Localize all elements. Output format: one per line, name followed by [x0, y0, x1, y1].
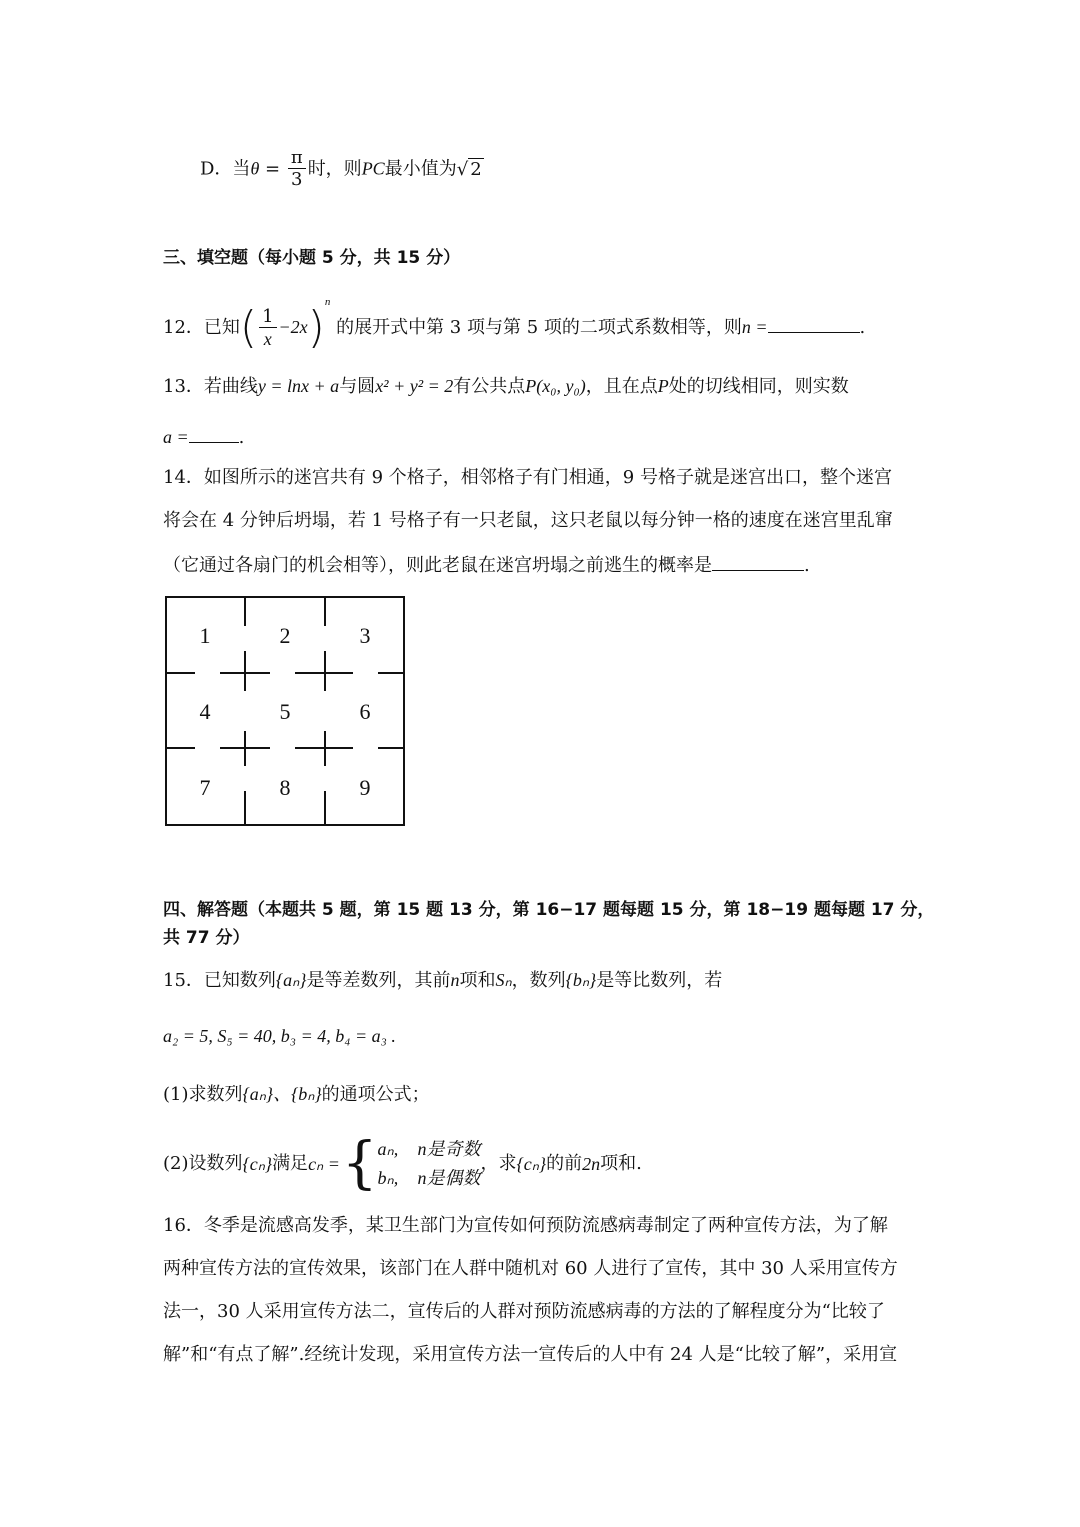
- maze-cell-3: 3: [359, 623, 371, 648]
- question-15-conditions: a₂ = 5, S₅ = 40, b₃ = 4, b₄ = a₃ .: [163, 1026, 396, 1046]
- question-16-line-3: 法一，30 人采用宣传方法二，宣传后的人群对预防流感病毒的方法的了解程度分为“比较了: [163, 1301, 885, 1322]
- question-15-part-2: (2)设数列 {cₙ} 满足 cₙ = { aₙ, n是奇数 bₙ, n是偶数 ，求 {cₙ} 的前 2n 项和.: [163, 1131, 642, 1196]
- maze-cell-8: 8: [279, 775, 291, 800]
- maze-cell-5: 5: [279, 699, 291, 724]
- answer-blank-12[interactable]: [768, 314, 860, 333]
- question-14-line-2: 将会在 4 分钟后坍塌，若 1 号格子有一只老鼠，这只老鼠以每分钟一格的速度在迷宫里乱窜: [163, 510, 893, 531]
- question-16-line-2: 两种宣传方法的宣传效果，该部门在人群中随机对 60 人进行了宣传，其中 30 人采用宣传方: [163, 1258, 898, 1279]
- maze-cell-2: 2: [279, 623, 291, 648]
- maze-cell-9: 9: [359, 775, 371, 800]
- answer-blank-14[interactable]: [712, 552, 804, 571]
- section-3-heading: 三、填空题（每小题 5 分，共 15 分）: [163, 248, 461, 268]
- maze-figure: [165, 596, 405, 826]
- question-13: 13．若曲线y = lnx + a与圆x² + y² = 2有公共点P(x₀, y₀)，且在点P处的切线相同，则实数: [163, 376, 849, 397]
- maze-cell-6: 6: [359, 699, 371, 724]
- question-13-answer: a = .: [163, 424, 244, 450]
- question-16-line-1: 16．冬季是流感高发季，某卫生部门为宣传如何预防流感病毒制定了两种宣传方法，为了解: [163, 1215, 888, 1236]
- section-4-heading-line-1: 四、解答题（本题共 5 题，第 15 题 13 分，第 16−17 题每题 15 分，第 18−19 题每题 17 分，: [163, 900, 935, 920]
- question-14-line-3: （它通过各扇门的机会相等），则此老鼠在迷宫坍塌之前逃生的概率是 .: [163, 552, 810, 578]
- maze-svg: [165, 596, 405, 826]
- sqrt-2: √ 2: [456, 158, 482, 180]
- piecewise-cases: aₙ, n是奇数 bₙ, n是偶数: [377, 1139, 481, 1188]
- question-15-part-1: (1)求数列{aₙ}、{bₙ}的通项公式；: [163, 1084, 430, 1105]
- answer-blank-13[interactable]: [189, 424, 239, 443]
- question-15-line-1: 15．已知数列{aₙ}是等差数列，其前n项和Sₙ，数列{bₙ}是等比数列，若: [163, 970, 723, 991]
- maze-cell-4: 4: [199, 699, 211, 724]
- pi-over-3: $\frac{\pi}{3}$: [288, 148, 306, 191]
- q11-option-d: D．当θ = $\frac{\pi}{3}$ 时，则PC最小值为√ 2: [200, 147, 482, 190]
- question-12: 12．已知( $\frac{1}{x}$ −2x)$^n$ 的展开式中第 3 项与第 5 项的二项式系数相等，则n = .: [163, 296, 866, 353]
- section-4-heading-line-2: 共 77 分）: [163, 928, 250, 948]
- question-16-line-4: 解”和“有点了解”.经统计发现，采用宣传方法一宣传后的人中有 24 人是“比较了解”，采用宣: [163, 1344, 898, 1365]
- question-14-line-1: 14．如图所示的迷宫共有 9 个格子，相邻格子有门相通，9 号格子就是迷宫出口，整个迷宫: [163, 467, 892, 488]
- maze-cell-1: 1: [199, 623, 211, 648]
- maze-cell-7: 7: [199, 775, 211, 800]
